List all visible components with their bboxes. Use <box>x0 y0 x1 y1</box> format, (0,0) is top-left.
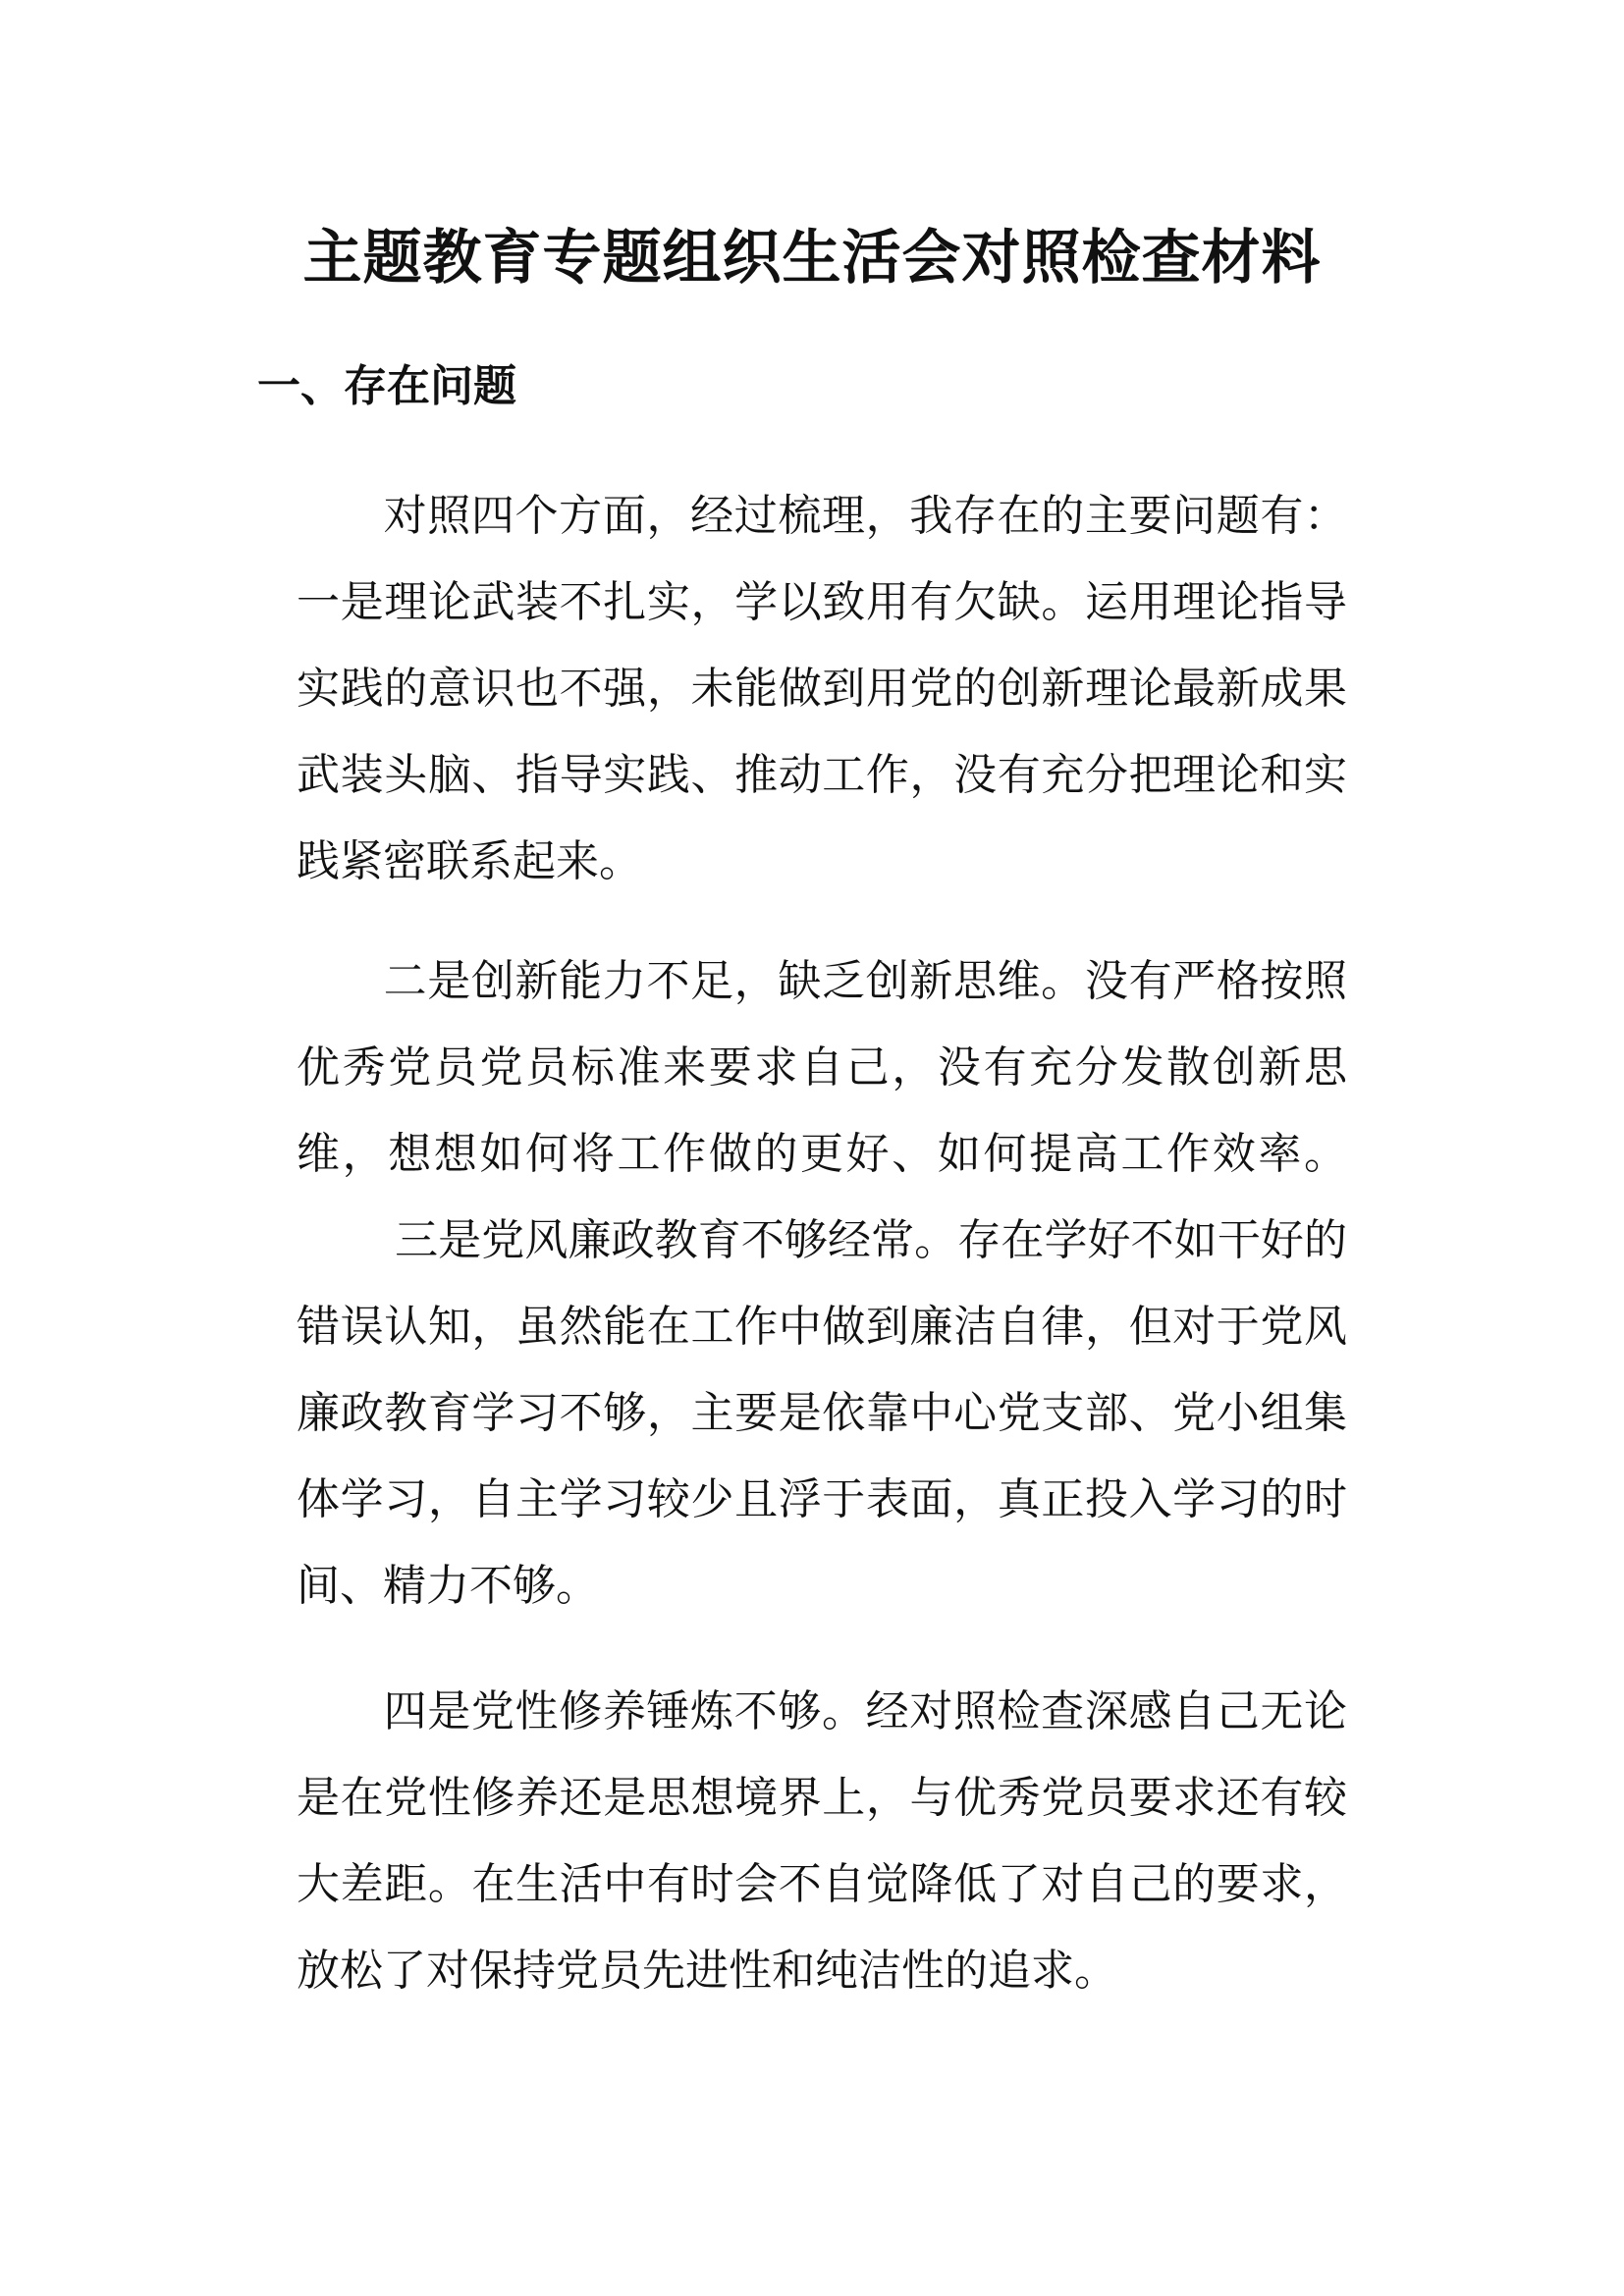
document-title: 主题教育专题组织生活会对照检查材料 <box>302 224 1322 293</box>
paragraph-4 <box>297 1669 1347 2014</box>
paragraph-4-text: 四是党性修养锤炼不够。经对照检查深感自己无论是在党性修养还是思想境界上，与优秀党员要求还有较大差距。在生活中有时会不自觉降低了对自己的要求，放松了对保持党员先进性和纯洁性的追求。 <box>297 1686 1347 1996</box>
section-heading: 一、存在问题 <box>257 361 516 411</box>
paragraph-1-text: 对照四个方面，经过梳理，我存在的主要问题有：一是理论武装不扎实，学以致用有欠缺。运用理论指导实践的意识也不强，未能做到用党的创新理论最新成果武装头脑、指导实践、推动工作，没有充分把理论和实践紧密联系起来。 <box>297 491 1347 886</box>
paragraph-2-text: 二是创新能力不足，缺乏创新思维。没有严格按照优秀党员党员标准来要求自己，没有充分发散创新思维，想想如何将工作做的更好、如何提高工作效率。 <box>297 956 1347 1179</box>
paragraph-2-3 <box>297 938 1347 1629</box>
paragraph-1 <box>297 473 1347 905</box>
paragraph-3-text: 三是党风廉政教育不够经常。存在学好不如干好的错误认知，虽然能在工作中做到廉洁自律，但对于党风廉政教育学习不够，主要是依靠中心党支部、党小组集体学习，自主学习较少且浮于表面，真正投入学习的时间、精力不够。 <box>297 1215 1347 1611</box>
